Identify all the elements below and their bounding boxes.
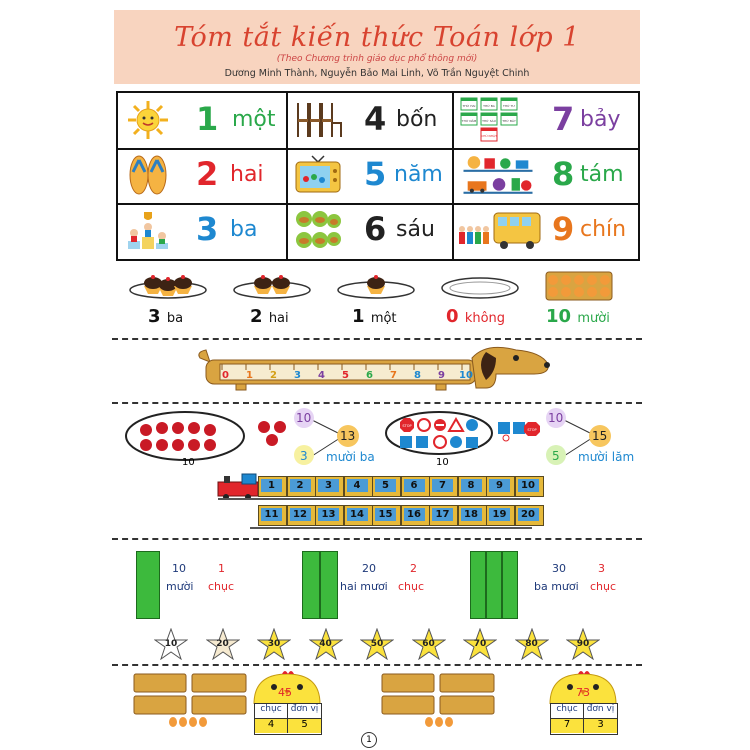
star-label: 50 [370,639,384,649]
train-car-number: 13 [318,508,339,521]
calendar-day: CHỦ NHẬT [481,134,497,138]
train-engine-icon [216,472,260,500]
place-value-table [254,703,322,735]
dog-ruler-icon [196,344,556,392]
number-cell-1 [118,93,286,148]
train-car [458,476,487,497]
plate-cupcakes-icon [336,270,416,300]
train-car [458,505,487,526]
train-car [287,505,316,526]
authors: Dương Minh Thành, Nguyễn Bảo Mai Linh, Võ Trần Nguyệt Chinh [224,68,530,79]
star-number [257,628,291,660]
page-title: Tóm tắt kiến thức Toán lớp 1 [174,22,580,53]
train-car [258,476,287,497]
ruler-number: 1 [246,370,253,381]
train-car-number: 7 [432,479,453,492]
train-car [258,505,287,526]
number-2: 2 [196,155,219,193]
train-track [250,527,532,529]
tens-word: mười [166,580,194,593]
train-car-number: 14 [347,508,368,521]
plate-2 [232,270,312,304]
train-car-number: 20 [518,508,539,521]
word-8: tám [580,162,624,187]
number-cell-4 [288,93,452,148]
tens-block-1 [136,551,160,619]
tens-block-3 [470,551,486,619]
number-6: 6 [364,210,387,248]
tens-unit: chục [398,580,425,593]
number-3: 3 [196,210,219,248]
train-car [429,505,458,526]
bond-ten: 10 [548,411,564,425]
caption-number: 0 [446,306,459,327]
toys-shelf-icon [458,152,538,198]
train-car-number: 15 [375,508,396,521]
section-divider [112,338,642,340]
train-car-number: 16 [404,508,425,521]
tens-unit: chục [590,580,617,593]
stop-sign-label: STOP [402,424,412,428]
ones-digit: 3 [584,719,617,733]
star-number [154,628,188,660]
train-car-number: 19 [489,508,510,521]
bond-label: mười lăm [578,450,635,464]
tens-count: 1 [218,562,225,575]
train-car-number: 6 [404,479,425,492]
chicken-value: 45 [278,686,292,699]
caption-number: 3 [148,306,161,327]
number-9: 9 [552,210,575,248]
caption-word: mười [577,311,610,326]
tens-block-2 [302,551,320,619]
number-4: 4 [364,100,387,138]
word-3: ba [230,217,258,242]
train-car [429,476,458,497]
tens-word: ba mươi [534,580,579,593]
ones-digit: 5 [288,719,321,733]
plate-caption-10 [546,306,610,327]
section-divider [112,538,642,540]
chairs-icon [294,99,342,141]
word-9: chín [580,217,627,242]
bond-ten: 10 [296,411,312,425]
star-label: 70 [473,639,487,649]
train-car-number: 3 [318,479,339,492]
train-car [401,505,430,526]
empty-plate-icon [440,270,520,300]
train-car [486,505,515,526]
number-cell-9 [454,203,638,258]
ruler-number: 3 [294,370,301,381]
number-grid [116,91,640,261]
calendar-day: THỨ SÁU [482,119,496,123]
bond-sum: 13 [340,429,356,443]
star-number [309,628,343,660]
tens-number: 20 [362,562,376,575]
caption-word: ba [166,311,184,326]
plate-0 [440,270,520,304]
star-number [566,628,600,660]
number-cell-6 [288,203,452,258]
star-number [463,628,497,660]
bond-ones: 5 [552,449,560,463]
egg-carton-icon [544,268,614,302]
tens-header: chục [551,704,584,719]
ruler-number: 0 [222,370,229,381]
calendar-day: THỨ BẢY [502,119,516,123]
train-car-number: 18 [461,508,482,521]
word-4: bốn [396,107,438,132]
single-eggs-icon [168,716,212,728]
television-icon [294,154,342,196]
page-number: 1 [361,732,377,748]
school-bus-icon [456,209,542,253]
section-divider [112,402,642,404]
train-car [372,505,401,526]
bond-sum: 15 [592,429,608,443]
star-label: 20 [216,639,229,649]
ones-header: đơn vị [288,704,321,719]
egg-tray [544,268,614,306]
tens-block-3 [502,551,518,619]
tens-digit: 7 [551,719,584,733]
apples-group-icon [124,410,246,464]
word-6: sáu [396,217,435,242]
train-car [287,476,316,497]
plate-caption-0 [446,306,505,327]
number-8: 8 [552,155,575,193]
train-car-number: 1 [261,479,282,492]
train-car-number: 12 [290,508,311,521]
number-1: 1 [196,100,219,138]
calendar-day: THỨ NĂM [461,119,477,123]
tens-unit: chục [208,580,235,593]
flip-flops-icon [124,154,172,196]
caption-number: 2 [250,306,263,327]
plate-caption-1 [352,306,397,327]
calendar-day: THỨ BA [483,104,495,108]
ruler-number: 4 [318,370,325,381]
star-label: 10 [164,639,178,649]
bond-label: mười ba [326,450,375,464]
train-car-number: 9 [489,479,510,492]
tens-count: 3 [598,562,605,575]
header-banner [114,10,640,84]
number-cell-8 [454,148,638,203]
tens-count: 2 [410,562,417,575]
word-1: một [232,107,276,132]
star-number [412,628,446,660]
number-cell-2 [118,148,286,203]
number-5: 5 [364,155,387,193]
tens-digit: 4 [255,719,288,733]
ruler-number: 9 [438,370,445,381]
train-car [344,505,373,526]
train-car-number: 5 [375,479,396,492]
tens-word: hai mươi [340,580,388,593]
ruler-number: 7 [390,370,397,381]
train-car [372,476,401,497]
tens-number: 10 [172,562,186,575]
star-label: 30 [267,639,281,649]
plate-3 [128,270,208,304]
train-car-number: 11 [261,508,282,521]
section-divider [112,664,642,666]
star-label: 90 [576,639,590,649]
train-car-number: 4 [347,479,368,492]
tens-block-2 [320,551,338,619]
birds-icon [294,209,342,251]
caption-word: một [370,311,397,326]
train-car-number: 8 [461,479,482,492]
ruler-number: 5 [342,370,349,381]
star-number [206,628,240,660]
train-car [344,476,373,497]
ruler-number: 8 [414,370,421,381]
star-number [360,628,394,660]
chicken-value: 73 [576,686,590,699]
number-cell-5 [288,148,452,203]
train-car [315,476,344,497]
word-2: hai [230,162,264,187]
sun-icon [124,99,172,141]
tens-header: chục [255,704,288,719]
plate-1 [336,270,416,304]
calendar-icon [458,96,520,144]
caption-number: 1 [352,306,365,327]
calendar-day: THỨ HAI [462,104,476,108]
ruler-number: 2 [270,370,277,381]
caption-number: 10 [546,306,572,327]
train-car [315,505,344,526]
train-car [486,476,515,497]
star-label: 60 [422,639,435,649]
tens-block-3 [486,551,502,619]
extra-apples-icon [256,418,292,448]
star-number [515,628,549,660]
star-label: 40 [319,639,332,649]
plate-caption-3 [148,306,183,327]
tens-number: 30 [552,562,566,575]
plate-caption-2 [250,306,289,327]
word-5: năm [394,162,443,187]
page-subtitle: (Theo Chương trình giáo dục phổ thông mới) [276,54,478,64]
train-car-number: 2 [290,479,311,492]
number-cell-3 [118,203,286,258]
bond-ones: 3 [300,449,308,463]
ruler-number: 10 [459,370,473,381]
train-track [218,498,530,500]
train-car-number: 17 [432,508,453,521]
single-eggs-icon [424,716,458,728]
caption-word: hai [268,311,289,326]
group-count: 10 [436,457,449,468]
train-car [401,476,430,497]
plate-cupcakes-icon [128,270,208,300]
podium-icon [124,209,172,251]
traffic-signs-group-icon [384,410,494,456]
place-value-table [550,703,618,735]
number-cell-7 [454,93,638,148]
number-7: 7 [552,100,575,138]
train-car [515,505,544,526]
group-count: 10 [182,457,195,468]
caption-word: không [464,311,506,326]
ruler-number: 6 [366,370,373,381]
calendar-day: THỨ TƯ [502,104,516,108]
extra-signs-icon [496,418,544,442]
ones-header: đơn vị [584,704,617,719]
train-car [515,476,544,497]
train-car-number: 10 [518,479,539,492]
word-7: bảy [580,107,621,132]
stop-sign-label: STOP [527,428,537,432]
star-label: 80 [525,639,538,649]
plate-cupcakes-icon [232,270,312,300]
